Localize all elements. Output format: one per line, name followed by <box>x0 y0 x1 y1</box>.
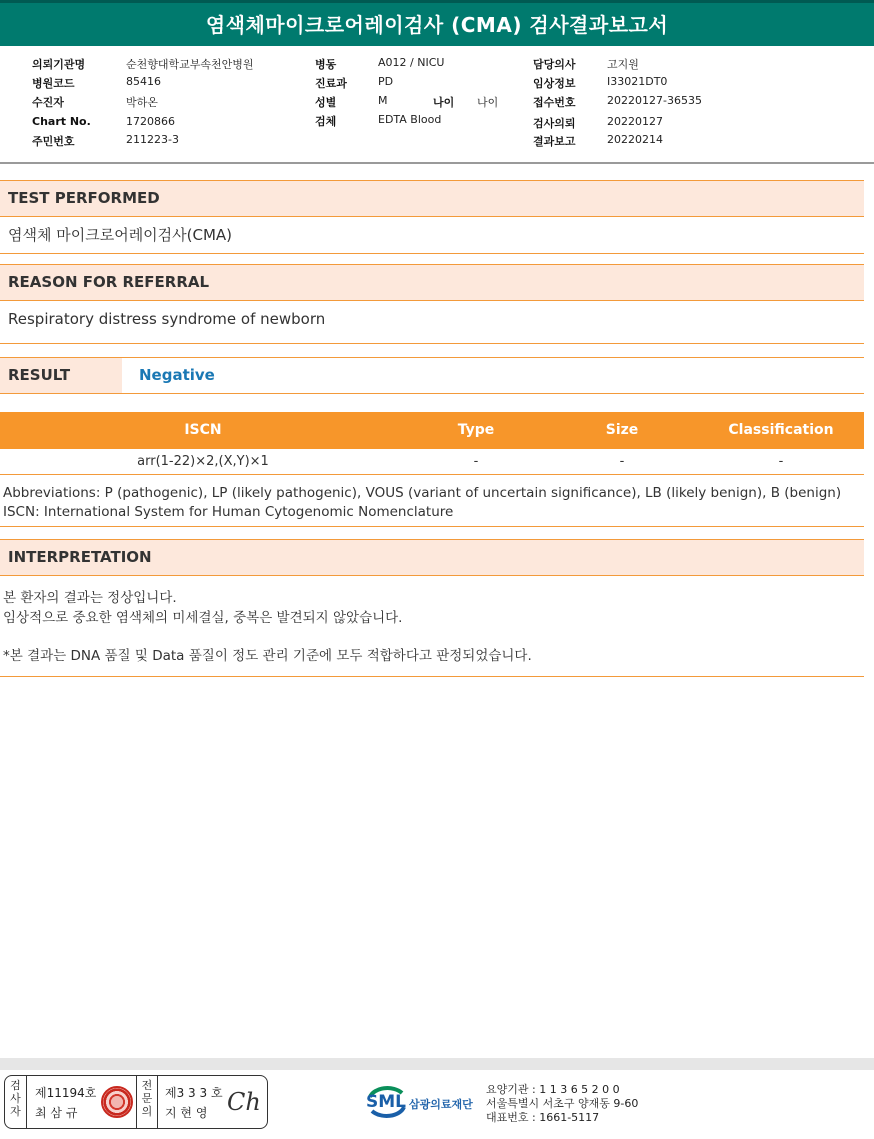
info-value: 20220214 <box>607 133 663 146</box>
info-label: 의뢰기관명 <box>32 58 86 71</box>
org-code: 요양기관 : 1 1 3 6 5 2 0 0 <box>486 1083 620 1096</box>
examiner-label-text: 검사자 <box>10 1079 21 1118</box>
specialist-number: 제3 3 3 호 <box>165 1086 223 1100</box>
column-header-iscn: ISCN <box>184 422 222 438</box>
divider <box>0 676 864 677</box>
interpretation-heading: INTERPRETATION <box>0 539 864 576</box>
patient-info <box>0 56 874 156</box>
column-header-classification: Classification <box>728 422 834 438</box>
info-label: 검사의뢰 <box>533 117 576 130</box>
info-value: 1720866 <box>126 115 175 128</box>
info-value: 고지원 <box>607 58 639 71</box>
info-label: 나이 <box>433 96 455 109</box>
table-header <box>0 412 864 449</box>
info-label: 검체 <box>315 115 337 128</box>
interpretation-note: *본 결과는 DNA 품질 및 Data 품질이 정도 관리 기준에 모두 적합하다고 판정되었습니다. <box>3 648 532 664</box>
info-label: 주민번호 <box>32 135 75 148</box>
info-label: 결과보고 <box>533 135 576 148</box>
report-title: 염색체마이크로어레이검사 (CMA) 검사결과보고서 <box>0 0 874 46</box>
header-divider <box>0 162 874 164</box>
cell-iscn: arr(1-22)×2,(X,Y)×1 <box>137 454 269 469</box>
column-header-type: Type <box>457 422 495 438</box>
info-label: 병원코드 <box>32 77 75 90</box>
cell-type: - <box>473 454 479 469</box>
info-label: 성별 <box>315 96 337 109</box>
test-performed-text: 염색체 마이크로어레이검사(CMA) <box>0 217 864 254</box>
org-address: 서울특별시 서초구 양재동 9-60 <box>486 1097 639 1110</box>
org-details <box>486 1083 638 1125</box>
abbreviations <box>3 484 841 522</box>
info-value: 211223-3 <box>126 133 179 146</box>
info-value: 20220127 <box>607 115 663 128</box>
info-value: 순천향대학교부속천안병원 <box>126 58 254 71</box>
reason-text: Respiratory distress syndrome of newborn <box>0 301 864 344</box>
examiner-label <box>5 1076 27 1128</box>
info-label: 임상정보 <box>533 77 576 90</box>
info-value: 20220127-36535 <box>607 94 702 107</box>
info-label: 접수번호 <box>533 96 576 109</box>
signature: Ch <box>227 1088 261 1116</box>
interpretation-line: 임상적으로 중요한 염색체의 미세결실, 중복은 발견되지 않았습니다. <box>3 610 403 626</box>
logo-name: 삼광의료재단 <box>409 1098 473 1111</box>
logo-abbr: SML <box>366 1092 406 1112</box>
info-value: EDTA Blood <box>378 113 442 126</box>
info-value: 박하온 <box>126 96 158 109</box>
info-label: Chart No. <box>32 115 91 128</box>
abbreviation-line: Abbreviations: P (pathogenic), LP (likely pathogenic), VOUS (variant of uncertain significance), LB (likely benign), B (benign) <box>3 485 842 501</box>
info-value: 나이 <box>477 96 499 109</box>
info-value: A012 / NICU <box>378 56 445 69</box>
test-performed-heading: TEST PERFORMED <box>0 180 864 217</box>
info-value: M <box>378 94 388 107</box>
examiner-number: 제11194호 <box>35 1086 97 1100</box>
result-value: Negative <box>139 366 215 384</box>
org-phone: 대표번호 : 1661-5117 <box>486 1111 600 1124</box>
info-value: PD <box>378 75 394 88</box>
divider <box>0 526 864 527</box>
result-label: RESULT <box>0 358 122 393</box>
table-row <box>0 449 864 475</box>
cell-size: - <box>619 454 625 469</box>
signature-box <box>4 1075 268 1129</box>
sml-logo <box>366 1081 486 1123</box>
column-header-size: Size <box>605 422 639 438</box>
specialist-label <box>136 1076 158 1128</box>
seal-stamp <box>101 1086 133 1118</box>
info-value: 85416 <box>126 75 161 88</box>
info-value: I33021DT0 <box>607 75 668 88</box>
reason-heading: REASON FOR REFERRAL <box>0 264 864 301</box>
specialist-label-text: 전문의 <box>141 1079 153 1118</box>
abbreviation-line: ISCN: International System for Human Cytogenomic Nomenclature <box>3 504 454 520</box>
info-label: 진료과 <box>315 77 347 90</box>
result-row <box>0 357 864 394</box>
info-label: 담당의사 <box>533 58 576 71</box>
info-label: 수진자 <box>32 96 64 109</box>
specialist-name: 지 현 영 <box>165 1106 208 1120</box>
footer-band <box>0 1058 874 1070</box>
examiner-name: 최 삼 규 <box>35 1106 78 1120</box>
info-label: 병동 <box>315 58 337 71</box>
interpretation-line: 본 환자의 결과는 정상입니다. <box>3 590 177 606</box>
cell-classification: - <box>778 454 784 469</box>
